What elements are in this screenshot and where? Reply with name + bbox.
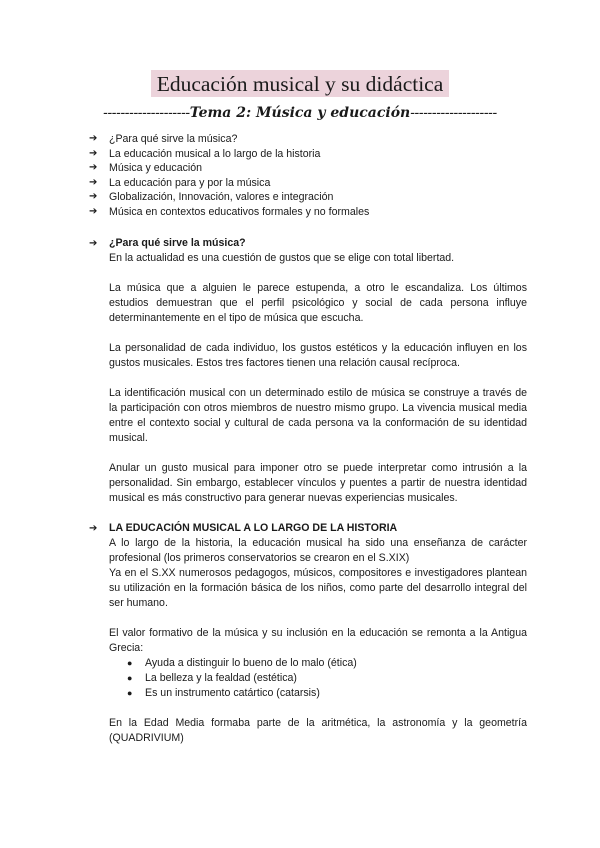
section-heading <box>89 236 527 251</box>
toc-item-label: Música y educación <box>109 162 203 175</box>
section-content <box>109 251 527 506</box>
paragraph: A lo largo de la historia, la educación musical ha sido una enseñanza de carácter profesional (los primeros conservatorios se crearon en el S.XIX) <box>109 537 527 564</box>
arrow-icon: ➔ <box>89 133 98 144</box>
list-item <box>109 671 527 686</box>
arrow-icon: ➔ <box>89 176 98 188</box>
document-title: Educación musical y su didáctica <box>151 70 450 97</box>
paragraph: El valor formativo de la música y su inclusión en la educación se remonta a la Antigua Grecia: <box>109 627 527 654</box>
bullet-icon: ● <box>127 658 133 668</box>
section-heading-text: LA EDUCACIÓN MUSICAL A LO LARGO DE LA HISTORIA <box>109 522 398 534</box>
paragraph: La música que a alguien le parece estupenda, a otro le escandaliza. Los últimos estudios demuestran que el perfil psicológico y social de cada persona influye determinantemente en el tipo de música que escucha. <box>109 282 527 324</box>
toc-item <box>89 132 369 147</box>
toc-item <box>89 176 369 191</box>
list-item-text: La belleza y la fealdad (estética) <box>145 672 297 684</box>
arrow-icon: ➔ <box>89 205 98 217</box>
document-body <box>89 236 527 761</box>
arrow-icon: ➔ <box>89 238 98 249</box>
toc-item <box>89 161 369 176</box>
arrow-icon: ➔ <box>89 523 98 534</box>
toc-item-label: La educación musical a lo largo de la historia <box>109 147 321 160</box>
table-of-contents <box>89 132 369 220</box>
paragraph: La identificación musical con un determinado estilo de música se construye a través de la participación con otros miembros de nuestro mismo grupo. La vivencia musical media entre el contexto social y cultural de cada persona va la conformación de su identidad musical. <box>109 387 527 444</box>
arrow-icon: ➔ <box>89 191 98 203</box>
bullet-list <box>109 656 527 701</box>
topic-subtitle <box>60 103 540 123</box>
arrow-icon: ➔ <box>89 162 98 174</box>
paragraph: La personalidad de cada individuo, los gustos estéticos y la educación influyen en los gustos musicales. Estos tres factores tienen una relación causal recíproca. <box>109 342 527 369</box>
subtitle-right-dashes: -------------------- <box>410 105 497 121</box>
toc-item-label: Música en contextos educativos formales y no formales <box>109 205 370 218</box>
title-container <box>0 70 600 97</box>
list-item <box>109 656 527 671</box>
paragraph: En la Edad Media formaba parte de la aritmética, la astronomía y la geometría (QUADRIVIUM) <box>109 717 527 744</box>
bullet-icon: ● <box>127 673 133 683</box>
paragraph: Anular un gusto musical para imponer otro se puede interpretar como intrusión a la personalidad. Sin embargo, establecer vínculos y puentes a partir de nuestra identidad musical es más constructivo para generar nuevas experiencias musicales. <box>109 462 527 504</box>
section-content <box>109 536 527 746</box>
paragraph: En la actualidad es una cuestión de gustos que se elige con total libertad. <box>109 252 455 264</box>
toc-item <box>89 147 369 162</box>
list-item-text: Es un instrumento catártico (catarsis) <box>145 687 320 699</box>
subtitle-text: Tema 2: Música y educación <box>189 105 411 121</box>
arrow-icon: ➔ <box>89 147 98 159</box>
section-heading <box>89 521 527 536</box>
list-item <box>109 686 527 701</box>
paragraph: Ya en el S.XX numerosos pedagogos, músicos, compositores e investigadores plantean su utilización en la formación básica de los niños, como parte del desarrollo integral del ser humano. <box>109 567 527 609</box>
list-item-text: Ayuda a distinguir lo bueno de lo malo (ética) <box>145 657 357 669</box>
toc-item-label: La educación para y por la música <box>109 176 271 189</box>
toc-item-label: Globalización, Innovación, valores e integración <box>109 191 334 204</box>
toc-item <box>89 190 369 205</box>
subtitle-left-dashes: -------------------- <box>103 105 190 121</box>
toc-item <box>89 205 369 220</box>
toc-item-label: ¿Para qué sirve la música? <box>109 133 238 145</box>
bullet-icon: ● <box>127 688 133 698</box>
section-heading-text: ¿Para qué sirve la música? <box>109 237 246 249</box>
